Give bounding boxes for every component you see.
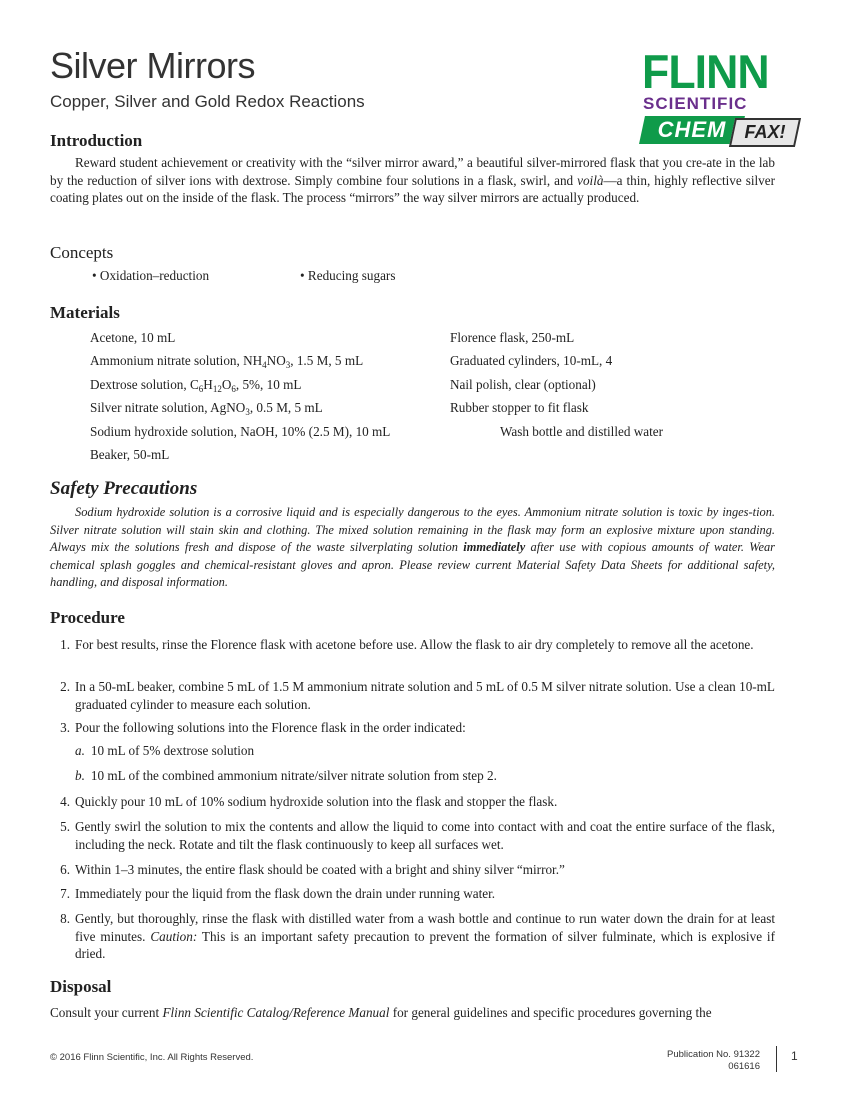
- subscript: 6: [231, 384, 236, 394]
- subscript: 6: [198, 384, 204, 394]
- material-item: Graduated cylinders, 10-mL, 4: [450, 353, 613, 368]
- page-number: 1: [791, 1049, 798, 1063]
- substep-text: 10 mL of the combined ammonium nitrate/silver nitrate solution from step 2.: [90, 768, 497, 783]
- safety-paragraph: [50, 504, 775, 592]
- material-text: , 0.5 M, 5 mL: [249, 400, 323, 415]
- subscript: 12: [212, 384, 222, 394]
- procedure-step: [50, 818, 775, 853]
- material-text: , 5%, 10 mL: [235, 377, 302, 392]
- material-text: Dextrose solution, C: [90, 377, 199, 392]
- material-item: Sodium hydroxide solution, NaOH, 10% (2.5 M), 10 mL: [90, 424, 391, 439]
- step-number: 2.: [60, 679, 70, 694]
- page-title: Silver Mirrors: [50, 45, 255, 86]
- concept-item: • Reducing sugars: [300, 268, 396, 283]
- material-text: H: [203, 377, 213, 392]
- subscript: 4: [262, 360, 267, 370]
- material-item: Florence flask, 250-mL: [450, 330, 575, 345]
- substep-text: 10 mL of 5% dextrose solution: [90, 743, 255, 758]
- disposal-paragraph: [50, 1004, 775, 1022]
- concept-item: • Oxidation–reduction: [92, 268, 210, 283]
- step-text-part: Gently, but thoroughly, rinse the flask with distilled water from a wash bottle and continue to run water down the drain for at least five minutes.: [75, 911, 775, 944]
- step-number: 8.: [60, 911, 70, 926]
- step-number: 5.: [60, 819, 70, 834]
- step-number: 3.: [60, 720, 70, 735]
- safety-heading: Safety Precautions: [50, 478, 198, 499]
- material-text: O: [221, 377, 232, 392]
- safety-text-bold: immediately: [463, 540, 526, 554]
- subscript: 3: [245, 407, 250, 417]
- substep-letter: b.: [75, 768, 85, 783]
- introduction-heading: Introduction: [50, 131, 143, 150]
- step-text: Quickly pour 10 mL of 10% sodium hydroxide solution into the flask and stopper the flask.: [75, 794, 558, 809]
- publication-number: Publication No. 91322: [667, 1049, 760, 1060]
- procedure-step: [50, 636, 775, 654]
- page-subtitle: Copper, Silver and Gold Redox Reactions: [50, 92, 365, 111]
- procedure-heading: Procedure: [50, 608, 125, 627]
- step-text: For best results, rinse the Florence flask with acetone before use. Allow the flask to air dry completely to remove all the acetone.: [75, 637, 754, 652]
- material-text: Ammonium nitrate solution, NH: [90, 353, 263, 368]
- intro-text-2: —a thin, highly reflective silver coating plates out on the inside of the flask. The process “mirrors” the way silver mirrors are actually produced.: [50, 172, 775, 205]
- logo-scientific-text: SCIENTIFIC: [643, 94, 748, 113]
- step-text-part: This is an important safety precaution to prevent the formation of silver fulminate, which is explosive if dried.: [75, 928, 775, 961]
- material-item: Beaker, 50-mL: [90, 447, 170, 462]
- material-item: Nail polish, clear (optional): [450, 377, 596, 392]
- disposal-text-1: Consult your current: [50, 1005, 163, 1020]
- safety-text-1: Sodium hydroxide solution is a corrosive liquid and is especially dangerous to the eyes. Ammonium nitrate solution is toxic by inges-tion. Silver nitrate solution will stain skin and clothing. The mixed solution remaining in the flask may form an explosive mixture upon standing. Always mix the solutions fresh and dispose of the waste silverplating solution: [50, 505, 775, 554]
- material-text: NO: [266, 353, 286, 368]
- material-item: Wash bottle and distilled water: [500, 424, 664, 439]
- step-text: Pour the following solutions into the Florence flask in the order indicated:: [75, 720, 466, 735]
- safety-text-2: after use with copious amounts of water. Wear chemical splash goggles and chemical-resistant gloves and apron. Please review current Material Safety Data Sheets for additional safety, handling, and disposal information.: [50, 540, 776, 589]
- footer-copyright: © 2016 Flinn Scientific, Inc. All Rights Reserved.: [50, 1052, 254, 1063]
- footer-divider: [776, 1046, 777, 1072]
- substep-letter: a.: [75, 743, 85, 758]
- disposal-heading: Disposal: [50, 977, 112, 996]
- disposal-text-2: for general guidelines and specific procedures governing the: [389, 1005, 712, 1020]
- procedure-substep: [75, 743, 254, 759]
- material-item: Acetone, 10 mL: [90, 330, 176, 345]
- caution-label: Caution:: [150, 928, 198, 944]
- concept-item-label: Oxidation–reduction: [99, 268, 210, 283]
- material-item: [90, 377, 301, 393]
- step-text: [75, 910, 775, 963]
- procedure-step: [50, 793, 775, 811]
- material-item: Rubber stopper to fit flask: [450, 400, 589, 415]
- procedure-step: [50, 719, 775, 737]
- logo-fax-badge: [729, 118, 801, 147]
- material-text: , 1.5 M, 5 mL: [290, 353, 364, 368]
- step-number: 7.: [60, 886, 70, 901]
- step-text: Immediately pour the liquid from the flask down the drain under running water.: [75, 886, 496, 901]
- step-number: 4.: [60, 794, 70, 809]
- concepts-heading: Concepts: [50, 243, 114, 262]
- intro-voila: voilà: [577, 172, 604, 188]
- disposal-catalog-title: Flinn Scientific Catalog/Reference Manual: [162, 1005, 390, 1020]
- step-number: 6.: [60, 862, 70, 877]
- procedure-substep: [75, 768, 497, 784]
- procedure-step: [50, 885, 775, 903]
- step-text: Gently swirl the solution to mix the contents and allow the liquid to come into contact with and coat the entire surface of the flask, including the neck. Rotate and tilt the flask continuously to keep all surfaces wet.: [75, 819, 775, 852]
- intro-text-1: Reward student achievement or creativity with the “silver mirror award,” a beautiful silver-mirrored flask that you cre-ate in the lab by the reduction of silver ions with dextrose. Simply combine four solutions in a flask, swirl, and: [50, 155, 775, 188]
- flinn-logo: [640, 45, 800, 152]
- logo-chem-badge: [639, 116, 745, 144]
- material-item: [90, 353, 363, 369]
- material-text: Silver nitrate solution, AgNO: [90, 400, 246, 415]
- subscript: 3: [285, 360, 291, 370]
- concept-item-label: Reducing sugars: [307, 268, 396, 283]
- publication-code: 061616: [728, 1061, 760, 1072]
- procedure-step: [50, 678, 775, 713]
- logo-fax-text: FAX!: [744, 122, 786, 142]
- step-text: In a 50-mL beaker, combine 5 mL of 1.5 M ammonium nitrate solution and 5 mL of 0.5 M silver nitrate solution. Use a clean 10-mL graduated cylinder to measure each solution.: [75, 679, 775, 712]
- footer-publication: [667, 1049, 760, 1073]
- logo-flinn-text: FLINN: [642, 45, 769, 98]
- materials-heading: Materials: [50, 303, 120, 322]
- procedure-step: [50, 910, 775, 963]
- step-text: Within 1–3 minutes, the entire flask should be coated with a bright and shiny silver “mirror.”: [75, 862, 565, 877]
- material-item: [90, 400, 323, 416]
- logo-chem-text: CHEM: [657, 117, 727, 142]
- procedure-step: [50, 861, 775, 879]
- step-number: 1.: [60, 637, 70, 652]
- introduction-paragraph: [50, 154, 775, 207]
